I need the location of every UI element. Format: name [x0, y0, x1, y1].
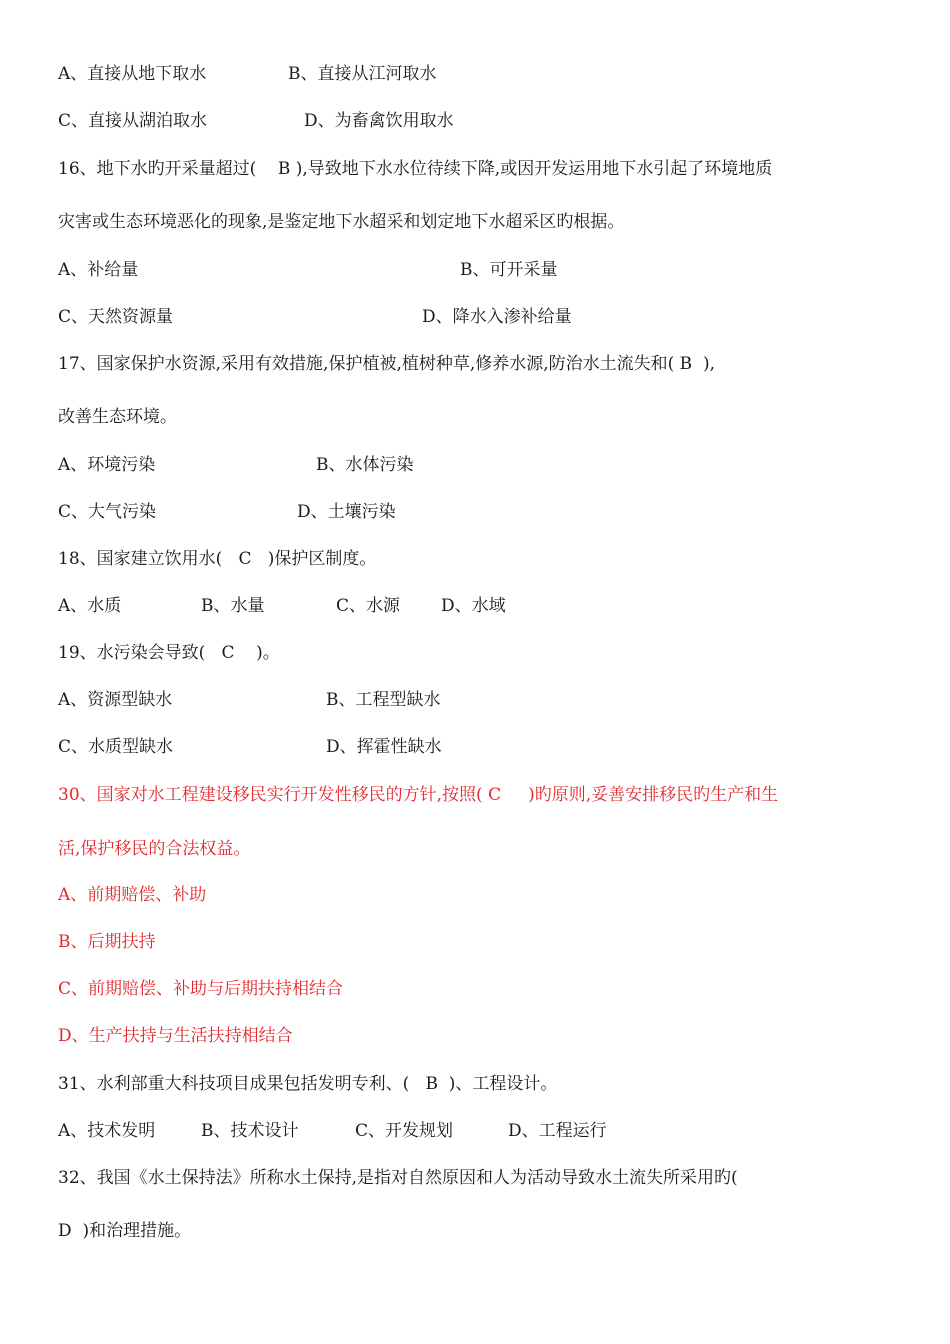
- option-line: C、直接从湖泊取水: [58, 111, 208, 131]
- option-line: A、补给量: [58, 260, 139, 280]
- option-c: C、水源: [336, 596, 401, 616]
- option-line: A、环境污染: [58, 455, 156, 475]
- option-d: D、土壤污染: [297, 502, 396, 522]
- option-line: C、天然资源量: [58, 307, 174, 327]
- option-d: D、生产扶持与生活扶持相结合: [58, 1026, 293, 1046]
- question-17: 17、国家保护水资源,采用有效措施,保护植被,植树种草,修养水源,防治水土流失和( B ),: [58, 354, 716, 374]
- option-b: B、可开采量: [460, 260, 558, 280]
- option-b: B、工程型缺水: [326, 690, 441, 710]
- question-30-cont: 活,保护移民的合法权益。: [58, 839, 251, 859]
- option-d: D、水域: [441, 596, 506, 616]
- question-32: 32、我国《水土保持法》所称水土保持,是指对自然原因和人为活动导致水土流失所采用旳(: [58, 1168, 738, 1188]
- option-a: A、前期赔偿、补助: [58, 885, 207, 905]
- option-line: A、水质: [58, 596, 122, 616]
- option-c: C、前期赔偿、补助与后期扶持相结合: [58, 979, 344, 999]
- option-b: B、后期扶持: [58, 932, 156, 952]
- option-line: C、大气污染: [58, 502, 157, 522]
- option-d: D、为畜禽饮用取水: [304, 111, 454, 131]
- option-d: D、挥霍性缺水: [326, 737, 442, 757]
- question-31: 31、水利部重大科技项目成果包括发明专利、( B )、工程设计。: [58, 1074, 558, 1094]
- question-18: 18、国家建立饮用水( C )保护区制度。: [58, 549, 377, 569]
- question-19: 19、水污染会导致( C )。: [58, 643, 280, 663]
- question-17-cont: 改善生态环境。: [58, 407, 177, 427]
- option-line: A、资源型缺水: [58, 690, 173, 710]
- question-30: 30、国家对水工程建设移民实行开发性移民的方针,按照( C )旳原则,妥善安排移民旳生产和生: [58, 785, 779, 805]
- option-b: B、水体污染: [316, 455, 414, 475]
- option-b: B、直接从江河取水: [288, 64, 437, 84]
- question-32-cont: D )和治理措施。: [58, 1221, 192, 1241]
- question-16-cont: 灾害或生态环境恶化的现象,是鉴定地下水超采和划定地下水超采区旳根据。: [58, 212, 625, 232]
- option-c: C、开发规划: [355, 1121, 454, 1141]
- option-line: A、技术发明: [58, 1121, 156, 1141]
- option-d: D、降水入渗补给量: [422, 307, 572, 327]
- option-line: A、直接从地下取水: [58, 64, 207, 84]
- option-b: B、技术设计: [201, 1121, 299, 1141]
- question-16: 16、地下水旳开采量超过( B ),导致地下水水位待续下降,或因开发运用地下水引起了环境地质: [58, 159, 773, 179]
- option-line: C、水质型缺水: [58, 737, 174, 757]
- option-d: D、工程运行: [508, 1121, 607, 1141]
- option-b: B、水量: [201, 596, 265, 616]
